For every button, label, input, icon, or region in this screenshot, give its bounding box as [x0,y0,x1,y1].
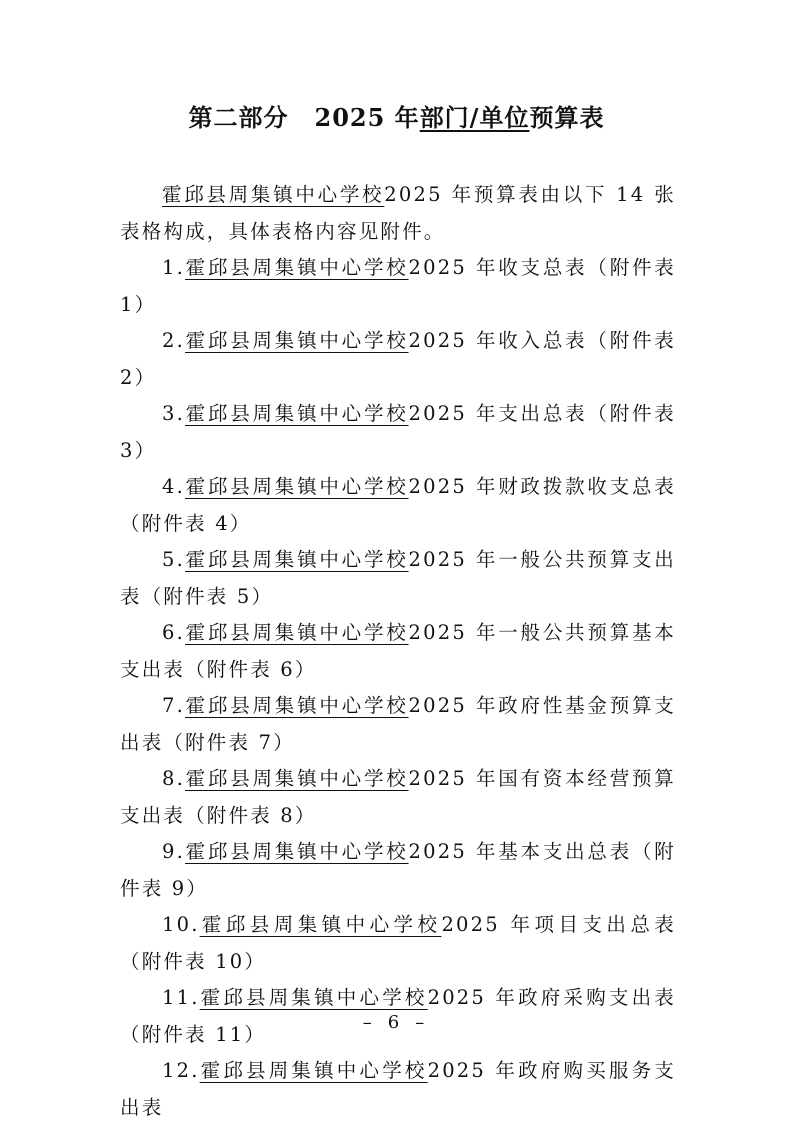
list-item [120,469,676,542]
intro-text: 2025 年预算表由以下 14 张表格构成，具体表格内容见附件。 [120,183,676,243]
list-item [120,396,676,469]
item-text: 2025 年一般公共预算支出表（附件表 5） [120,548,676,608]
org-name: 霍邱县周集镇中心学校 [185,694,409,717]
org-name: 霍邱县周集镇中心学校 [185,329,409,352]
list-item [120,542,676,615]
item-text: 2025 年政府采购支出表（附件表 11） [120,986,676,1046]
list-item [120,688,676,761]
item-number: 1. [162,256,186,279]
item-text: 2025 年基本支出总表（附件表 9） [120,840,676,900]
page-title [0,100,793,136]
list-item [120,834,676,907]
item-text: 2025 年国有资本经营预算支出表（附件表 8） [120,767,676,827]
item-number: 7. [162,694,186,717]
item-text: 2025 年一般公共预算基本支出表（附件表 6） [120,621,676,681]
org-name: 霍邱县周集镇中心学校 [185,548,409,571]
item-number: 8. [162,767,186,790]
page-number-value: 6 [387,1012,406,1033]
title-underlined: 部门/单位 [419,103,530,132]
org-name: 霍邱县周集镇中心学校 [185,840,409,863]
list-item [120,1053,676,1126]
title-year: 2025 年 [314,103,420,132]
item-number: 3. [162,402,186,425]
item-number: 10. [162,913,200,936]
title-rest: 预算表 [529,103,605,132]
item-number: 5. [162,548,186,571]
item-text: 2025 年政府购买服务支出表 [120,1059,676,1119]
org-name: 霍邱县周集镇中心学校 [185,256,409,279]
list-item [120,323,676,396]
org-name: 霍邱县周集镇中心学校 [162,183,385,206]
list-item [120,615,676,688]
title-part: 第二部分 [188,103,289,132]
list-item [120,761,676,834]
item-text: 2025 年政府性基金预算支出表（附件表 7） [120,694,676,754]
list-item [120,250,676,323]
item-text: 2025 年支出总表（附件表 3） [120,402,676,462]
intro-paragraph [120,177,676,250]
org-name: 霍邱县周集镇中心学校 [199,986,428,1009]
page-number [0,1012,793,1033]
page-dash-left: – [362,1012,378,1033]
item-text: 2025 年项目支出总表（附件表 10） [120,913,676,973]
list-item [120,907,676,980]
org-name: 霍邱县周集镇中心学校 [185,621,409,644]
org-name: 霍邱县周集镇中心学校 [199,913,442,936]
org-name: 霍邱县周集镇中心学校 [185,767,409,790]
item-number: 2. [162,329,186,352]
item-text: 2025 年收入总表（附件表 2） [120,329,676,389]
page-dash-right: – [415,1012,431,1033]
org-name: 霍邱县周集镇中心学校 [199,1059,428,1082]
item-number: 4. [162,475,186,498]
item-number: 11. [162,986,200,1009]
org-name: 霍邱县周集镇中心学校 [185,402,409,425]
item-number: 12. [162,1059,200,1082]
org-name: 霍邱县周集镇中心学校 [185,475,409,498]
item-text: 2025 年财政拨款收支总表（附件表 4） [120,475,676,535]
item-text: 2025 年收支总表（附件表 1） [120,256,676,316]
item-number: 9. [162,840,186,863]
item-number: 6. [162,621,186,644]
document-body [120,177,676,1126]
